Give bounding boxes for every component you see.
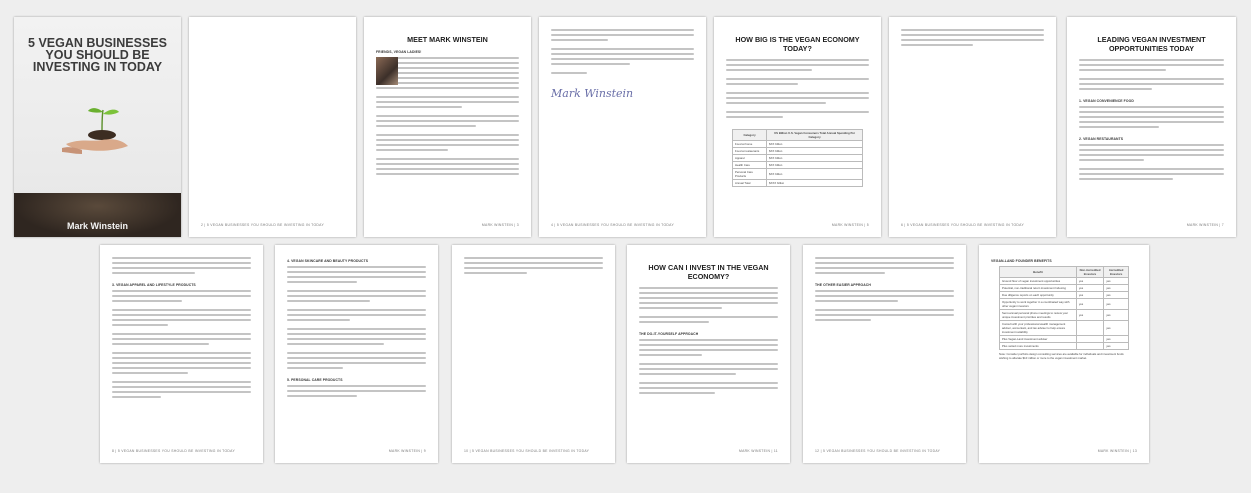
page-footer: MARK WINSTEIN | 3 [481, 223, 519, 227]
page-footer: 4 | 5 VEGAN BUSINESSES YOU SHOULD BE INVESTING IN TODAY [551, 223, 675, 227]
section-heading: THE DO-IT-YOURSELF APPROACH [639, 332, 699, 336]
author-signature: Mark Winstein [551, 87, 634, 100]
table-header: Category [733, 130, 767, 141]
page-footer: 6 | 5 VEGAN BUSINESSES YOU SHOULD BE INVESTING IN TODAY [901, 223, 1025, 227]
table-row: Plus Vegan-Land investment adviser yes [1000, 336, 1129, 343]
table-header: US Billion U.S. Vegan Consumers Total Annual Spending Per Category [767, 130, 863, 141]
table-header: Accredited Investors [1104, 267, 1129, 278]
page-footer: MARK WINSTEIN | 5 [831, 223, 869, 227]
table-row: Ground floor of vegan investment opportunities yes yes [1000, 278, 1129, 285]
page-heading: MEET MARK WINSTEIN [407, 35, 488, 44]
table-header: Non-Accredited Investors [1076, 267, 1103, 278]
page-footer: MARK WINSTEIN | 11 [739, 449, 778, 453]
sprout-in-hand-illustration [62, 102, 134, 162]
cover-author: Mark Winstein [67, 221, 128, 231]
table-row: Personal Care Products $XX billion [733, 169, 863, 180]
section-heading: 5. PERSONAL CARE PRODUCTS [287, 378, 343, 382]
page-heading: LEADING VEGAN INVESTMENT OPPORTUNITIES TODAY [1097, 35, 1206, 53]
section-heading: THE OTHER EASIER APPROACH [815, 283, 871, 287]
table-row: Plus vetted more investments yes [1000, 343, 1129, 350]
section-heading: 4. VEGAN SKINCARE AND BEAUTY PRODUCTS [287, 259, 369, 263]
page-13 [979, 245, 1149, 463]
page-11 [627, 245, 790, 463]
table-row: Annual Total $XXX billion [733, 180, 863, 187]
page-8 [100, 245, 263, 463]
table-row: Health Care $XX billion [733, 162, 863, 169]
page-footer: MARK WINSTEIN | 13 [1097, 449, 1137, 453]
page-6 [889, 17, 1056, 237]
page-10 [452, 245, 615, 463]
table-row: Apparel $XX billion [733, 155, 863, 162]
greeting: FRIENDS, VEGAN LADIES! [376, 50, 422, 54]
page-footer: 2 | 5 VEGAN BUSINESSES YOU SHOULD BE INVESTING IN TODAY [201, 223, 325, 227]
page-9 [275, 245, 438, 463]
table-row: Food at restaurants $XX billion [733, 148, 863, 155]
table-row: Consult with your professional wealth management advisor, accountant, and tax adviser to help ensure investment suitability yes [1000, 321, 1129, 336]
author-photo [376, 57, 398, 85]
section-heading: 3. VEGAN APPAREL AND LIFESTYLE PRODUCTS [112, 283, 196, 287]
founder-benefits-table [999, 266, 1129, 350]
table-row: Food at home $XX billion [733, 141, 863, 148]
page-footer: 10 | 5 VEGAN BUSINESSES YOU SHOULD BE INVESTING IN TODAY [464, 449, 590, 453]
table-header: Benefit [1000, 267, 1077, 278]
page-footer: MARK WINSTEIN | 9 [388, 449, 426, 453]
table-row: Potential, non-traditional return investment Indexing yes yes [1000, 285, 1129, 292]
section-heading: 2. VEGAN RESTAURANTS [1079, 137, 1124, 141]
page-heading: HOW CAN I INVEST IN THE VEGAN ECONOMY? [648, 263, 769, 281]
page-12 [803, 245, 966, 463]
spending-table [732, 129, 863, 187]
page-footer: 12 | 5 VEGAN BUSINESSES YOU SHOULD BE INVESTING IN TODAY [815, 449, 941, 453]
table-row: Due diligence reports on each opportunity yes yes [1000, 292, 1129, 299]
table-note: Note: Consider portfolio design consulting services are available for individuals and investment funds wishing to allocate $10 million or more to the vegan investment market. [999, 352, 1124, 360]
cover-page [14, 17, 181, 237]
table-title: VEGAN-LAND FOUNDER BENEFITS [991, 259, 1052, 263]
page-footer: MARK WINSTEIN | 7 [1186, 223, 1224, 227]
section-heading: 1. VEGAN CONVENIENCE FOOD [1079, 99, 1134, 103]
cover-title: 5 VEGAN BUSINESSES YOU SHOULD BE INVESTING IN TODAY [28, 36, 167, 74]
page-4 [539, 17, 706, 237]
table-row: Semi-annual personal phone meetings to review your unique investment priorities and results yes yes [1000, 310, 1129, 321]
page-7 [1067, 17, 1236, 237]
page-5 [714, 17, 881, 237]
page-3 [364, 17, 531, 237]
table-row: Opportunity to work together in a coordinated way with other vegan investors yes yes [1000, 299, 1129, 310]
page-2 [189, 17, 356, 237]
page-footer: 8 | 5 VEGAN BUSINESSES YOU SHOULD BE INVESTING IN TODAY [112, 449, 236, 453]
page-heading: HOW BIG IS THE VEGAN ECONOMY TODAY? [735, 35, 860, 53]
